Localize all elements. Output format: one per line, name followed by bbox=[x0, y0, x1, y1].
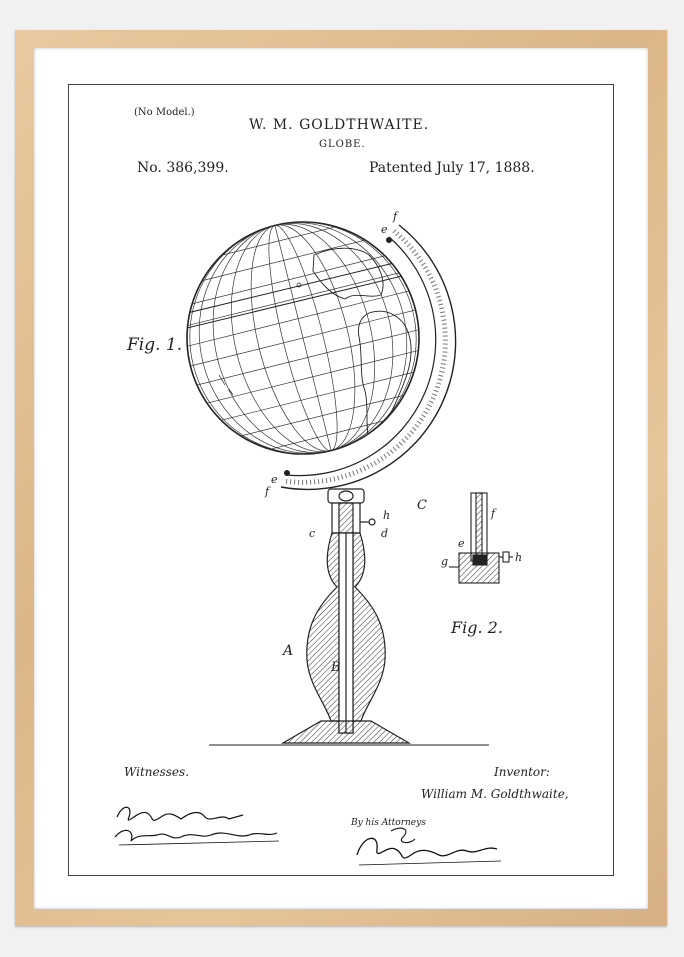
label-e-bottom: e bbox=[271, 473, 278, 486]
globe-sphere bbox=[145, 193, 463, 483]
label-f-bottom: f bbox=[265, 485, 270, 498]
top-pivot bbox=[386, 237, 392, 243]
patent-date: Patented July 17, 1888. bbox=[369, 160, 535, 176]
label-e-top: e bbox=[381, 223, 388, 236]
white-mat bbox=[34, 48, 648, 909]
patent-subject: GLOBE. bbox=[319, 139, 366, 150]
label-d: d bbox=[381, 527, 389, 540]
label-c: c bbox=[309, 527, 316, 540]
figure-2-label: Fig. 2. bbox=[451, 618, 503, 637]
label-f-top: f bbox=[393, 210, 398, 223]
attorney-signature bbox=[351, 825, 511, 875]
patent-print bbox=[68, 84, 614, 876]
fig2-label-h: h bbox=[515, 551, 523, 564]
witnesses-label: Witnesses. bbox=[124, 765, 190, 779]
patent-inventor-heading: W. M. GOLDTHWAITE. bbox=[249, 117, 430, 133]
inventor-label: Inventor: bbox=[494, 765, 550, 779]
label-A: A bbox=[283, 643, 294, 659]
globe-patent-drawing bbox=[69, 85, 615, 877]
fig2-label-f: f bbox=[491, 507, 496, 520]
inventor-signature-name: William M. Goldthwaite, bbox=[421, 787, 569, 801]
wooden-frame bbox=[15, 30, 667, 926]
witness-signatures bbox=[109, 797, 289, 857]
fig2-label-g: g bbox=[441, 555, 449, 568]
bottom-pivot bbox=[284, 470, 290, 476]
patent-number: No. 386,399. bbox=[137, 160, 229, 176]
label-h: h bbox=[383, 509, 391, 522]
label-B: B bbox=[331, 660, 341, 675]
no-model-label: (No Model.) bbox=[134, 107, 195, 118]
figure-1-label: Fig. 1. bbox=[127, 335, 183, 355]
fig2-label-e: e bbox=[458, 537, 465, 550]
by-attorneys-label: By his Attorneys bbox=[351, 818, 426, 828]
label-C-upper: C bbox=[417, 498, 427, 513]
